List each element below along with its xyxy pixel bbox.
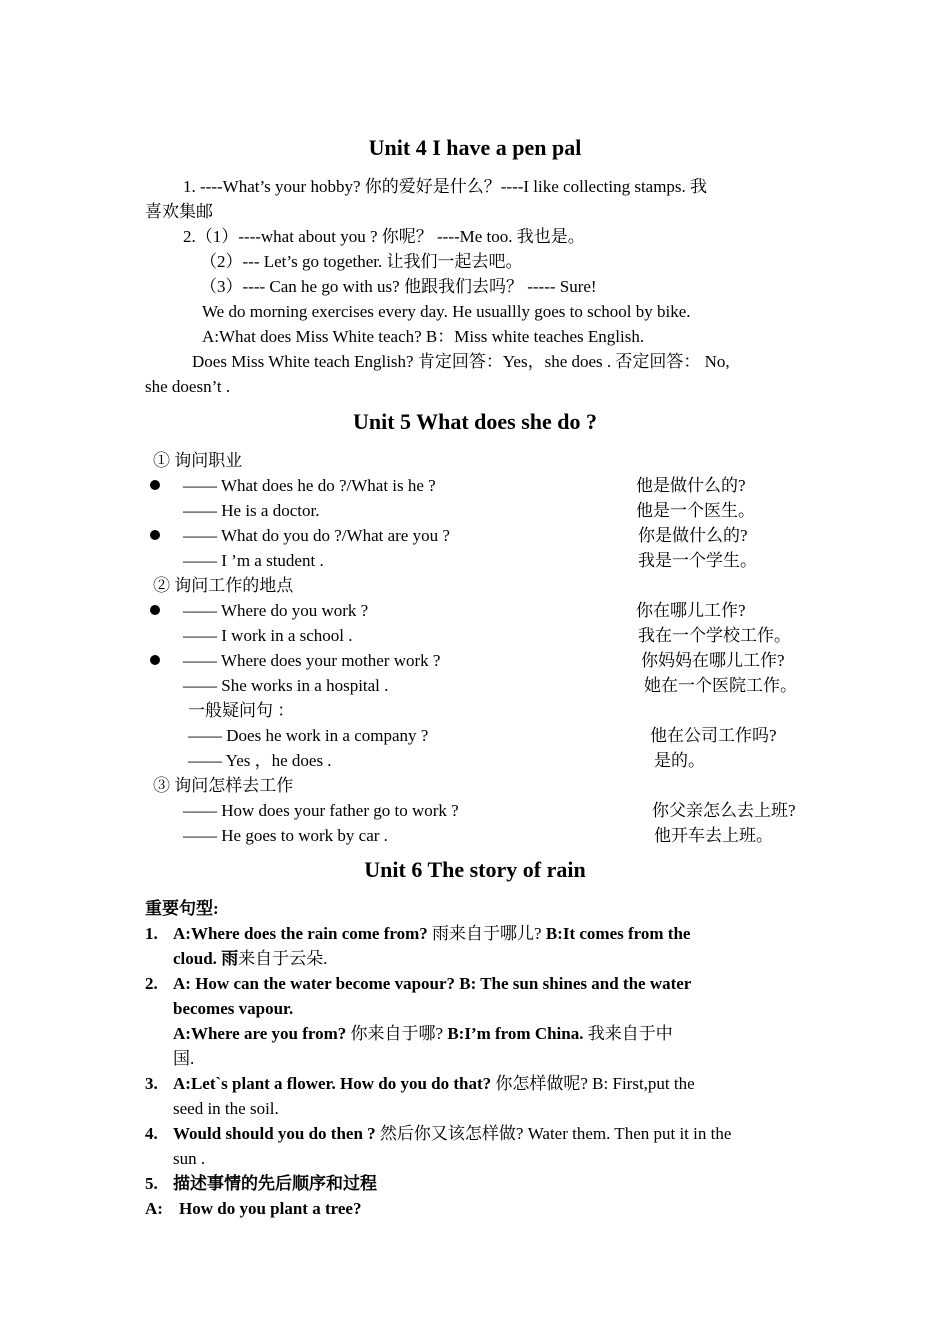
unit5-row-8-en: —— She works in a hospital . xyxy=(183,676,389,695)
unit5-row-6-en: —— I work in a school . xyxy=(183,626,353,645)
unit6-title: Unit 6 The story of rain xyxy=(364,857,586,882)
sentence-zh: 雨来自于哪儿? xyxy=(427,924,546,943)
unit6-item-5: 描述事情的先后顺序和过程 xyxy=(173,1174,377,1193)
unit5-general-question-label: 一般疑问句 ： xyxy=(188,701,295,720)
unit4-line-7a: Does Miss White teach English? 肯定回答：Yes，she does . 否定回答： No, xyxy=(192,352,730,371)
unit6-item-1a xyxy=(173,921,690,946)
unit6-item-2d: 国. xyxy=(173,1049,195,1068)
unit5-row-7-zh: 你妈妈在哪儿工作? xyxy=(641,651,785,670)
unit6-item-3a xyxy=(173,1071,695,1096)
unit6-item-3b: seed in the soil. xyxy=(173,1099,279,1118)
unit5-row-9-en: —— Does he work in a company ? xyxy=(188,726,429,745)
unit5-row-10-zh: 是的。 xyxy=(654,751,705,770)
item-number: 4. xyxy=(145,1124,158,1143)
item-number: 5. xyxy=(145,1174,158,1193)
unit5-section-3: ③ 询问怎样去工作 xyxy=(153,776,294,795)
bullet-icon xyxy=(150,530,160,540)
sentence-bold: A:Where are you from? xyxy=(173,1024,347,1043)
sentence-rest: 然后你又该怎样做? Water them. Then put it in the xyxy=(375,1124,732,1143)
sentence-zh: 来自于云朵. xyxy=(238,949,328,968)
unit5-row-11-en: —— How does your father go to work ? xyxy=(183,801,459,820)
item-number: 2. xyxy=(145,974,158,993)
sentence-bold: A:Let`s plant a flower. How do you do that? xyxy=(173,1074,492,1093)
item-number: 1. xyxy=(145,924,158,943)
unit5-row-3-en: —— What do you do ?/What are you ? xyxy=(183,526,450,545)
unit5-row-8-zh: 她在一个医院工作。 xyxy=(644,676,797,695)
unit4-line-7b: she doesn’t . xyxy=(145,377,231,396)
unit5-row-12-zh: 他开车去上班。 xyxy=(654,826,773,845)
sentence-bold: cloud. xyxy=(173,949,217,968)
unit5-row-2-zh: 他是一个医生。 xyxy=(636,501,755,520)
unit6-item-2a: A: How can the water become vapour? B: The sun shines and the water xyxy=(173,974,692,993)
unit6-item-2b: becomes vapour. xyxy=(173,999,294,1018)
sentence-zh: 我来自于中 xyxy=(583,1024,673,1043)
unit4-title: Unit 4 I have a pen pal xyxy=(368,135,582,160)
unit4-line-3: （2）--- Let’s go together. 让我们一起去吧。 xyxy=(200,252,523,271)
unit5-row-12-en: —— He goes to work by car . xyxy=(183,826,388,845)
unit4-line-6: A:What does Miss White teach? B：Miss white teaches English. xyxy=(202,327,645,346)
unit6-item-4a xyxy=(173,1121,731,1146)
sentence-bold: Would should you do then ? xyxy=(173,1124,376,1143)
unit5-title: Unit 5 What does she do ? xyxy=(352,409,598,434)
unit6-item-2c xyxy=(173,1021,673,1046)
bullet-icon xyxy=(150,605,160,615)
item-number: A: xyxy=(145,1199,163,1218)
unit4-line-4: （3）---- Can he go with us? 他跟我们去吗？ ----- Sure! xyxy=(200,277,597,296)
bullet-icon xyxy=(150,655,160,665)
unit5-section-2: ② 询问工作的地点 xyxy=(153,576,294,595)
sentence-bold: B:I’m from China. xyxy=(447,1024,584,1043)
sentence-bold: A:Where does the rain come from? xyxy=(173,924,428,943)
unit4-line-2: 2.（1）----what about you ? 你呢？ ----Me too. 我也是。 xyxy=(183,227,585,246)
unit5-row-9-zh: 他在公司工作吗? xyxy=(650,726,777,745)
sentence-bold: B:It comes from the xyxy=(545,924,691,943)
unit4-line-1b: 喜欢集邮 xyxy=(145,202,213,221)
unit4-line-5: We do morning exercises every day. He usuallly goes to school by bike. xyxy=(202,302,691,321)
unit5-section-1: ① 询问职业 xyxy=(153,451,243,470)
unit6-item-4b: sun . xyxy=(173,1149,206,1168)
bullet-icon xyxy=(150,480,160,490)
sentence-zh: 你来自于哪? xyxy=(346,1024,448,1043)
unit6-item-6: How do you plant a tree? xyxy=(179,1199,362,1218)
unit4-line-1a: 1. ----What’s your hobby? 你的爱好是什么？----I like collecting stamps. 我 xyxy=(183,177,708,196)
sentence-zh: 雨 xyxy=(216,949,239,968)
unit5-row-7-en: —— Where does your mother work ? xyxy=(183,651,441,670)
unit5-row-2-en: —— He is a doctor. xyxy=(183,501,320,520)
unit5-row-1-en: —— What does he do ?/What is he ? xyxy=(183,476,436,495)
unit5-row-4-zh: 我是一个学生。 xyxy=(638,551,757,570)
unit5-row-3-zh: 你是做什么的? xyxy=(638,526,748,545)
unit5-row-10-en: —— Yes ，he does . xyxy=(188,751,332,770)
unit5-row-1-zh: 他是做什么的? xyxy=(636,476,746,495)
unit6-heading: 重要句型: xyxy=(145,899,219,918)
unit5-row-6-zh: 我在一个学校工作。 xyxy=(638,626,791,645)
sentence-rest: 你怎样做呢? B: First,put the xyxy=(491,1074,695,1093)
item-number: 3. xyxy=(145,1074,158,1093)
unit5-row-4-en: —— I ’m a student . xyxy=(183,551,324,570)
unit6-item-1b xyxy=(173,946,327,971)
unit5-row-5-en: —— Where do you work ? xyxy=(183,601,369,620)
unit5-row-5-zh: 你在哪儿工作? xyxy=(636,601,746,620)
unit5-row-11-zh: 你父亲怎么去上班? xyxy=(652,801,796,820)
